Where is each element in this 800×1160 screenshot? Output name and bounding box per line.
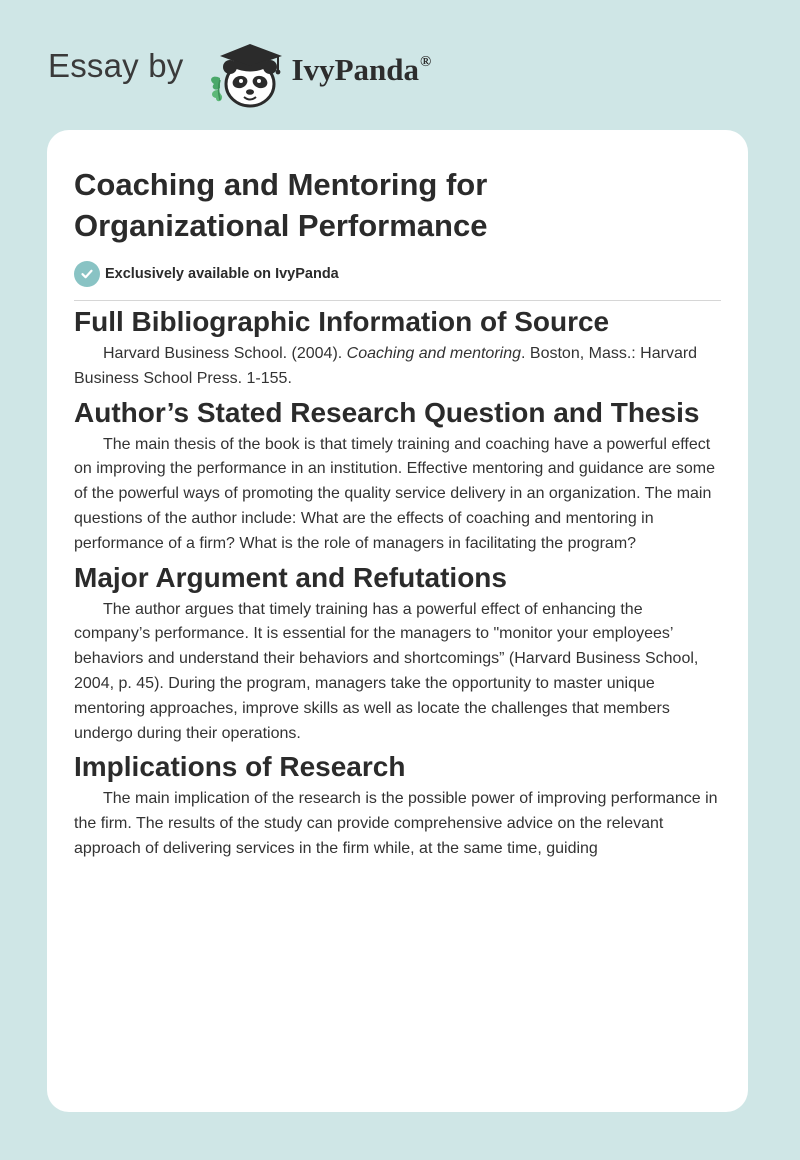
citation-text-start: Harvard Business School. (2004). [103,345,347,362]
essay-title: Coaching and Mentoring for Organizational Performance [74,167,488,243]
citation-book-title: Coaching and mentoring [346,345,522,362]
section-major-argument [74,557,721,747]
brand-name-text: IvyPanda [291,52,419,87]
section-heading: Full Bibliographic Information of Source [74,306,610,337]
essay-card [47,130,748,1112]
registered-mark: ® [419,54,432,70]
section-heading: Implications of Research [74,751,406,783]
section-heading: Major Argument and Refutations [74,561,507,593]
section-bibliographic-info [74,301,721,392]
section-paragraph: The main implication of the research is the possible power of improving performance in the firm. The results of the study can provide comprehensive advice on the relevant approach of delivering services in the firm while, at the same time, guiding [74,790,718,857]
section-paragraph: The main thesis of the book is that timely training and coaching have a powerful effect on improving the performance in an institution. Effective mentoring and guidance are some of the powerful ways of promoting the quality service delivery in an organization. The main questions of the author include: What are the effects of coaching and mentoring in performance of a firm? What is the role of managers in facilitating the program? [74,435,715,552]
section-paragraph: The author argues that timely training has a powerful effect of enhancing the company’s performance. It is essential for the managers to "monitor your employees’ behaviors and understand their behaviors and shortcomings” (Harvard Business School, 2004, p. 45). During the program, managers take the opportunity to master unique mentoring approaches, improve skills as well as locate the challenges that members undergo during their operations. [74,600,699,742]
section-paragraph [74,342,721,392]
exclusive-badge-text: Exclusively available on IvyPanda [105,266,339,282]
section-heading: Author’s Stated Research Question and Thesis [74,396,700,428]
section-implications [74,746,721,861]
exclusive-badge [74,260,721,288]
site-header [48,34,431,110]
panda-graduate-logo-icon[interactable] [198,34,294,110]
check-circle-icon [74,261,100,287]
brand-prefix: Essay by [48,47,184,84]
citation-text-end: . Boston, Mass.: Harvard Business School Press. 1-155. [74,345,698,387]
section-research-question [74,392,721,557]
brand-name[interactable] [292,52,432,88]
